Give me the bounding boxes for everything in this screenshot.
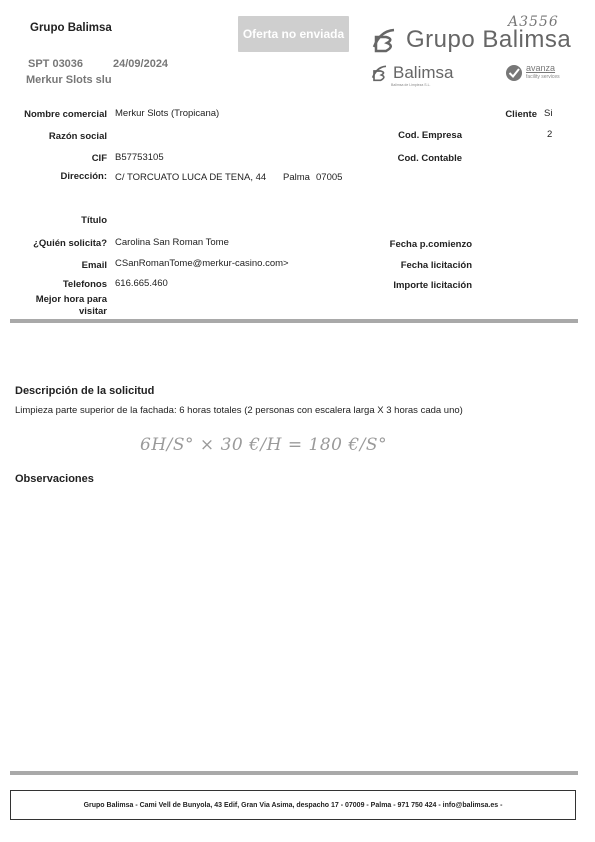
- label-cod-empresa: Cod. Empresa: [398, 130, 462, 141]
- label-cif: CIF: [91, 153, 107, 164]
- label-mejor-hora-line2: visitar: [79, 306, 107, 317]
- avanza-subtitle: facility services: [526, 74, 560, 80]
- status-badge: Oferta no enviada: [238, 16, 349, 52]
- request-ref: SPT 03036: [28, 58, 84, 70]
- balimsa-logo-icon: [370, 64, 390, 82]
- footer-box: [10, 790, 576, 820]
- avanza-logo: [505, 64, 560, 82]
- label-fecha-comienzo: Fecha p.comienzo: [389, 239, 472, 250]
- label-telefonos: Telefonos: [62, 279, 107, 290]
- value-cif: B57753105: [115, 152, 164, 163]
- value-telefonos: 616.665.460: [115, 278, 168, 289]
- value-direccion-postal: 07005: [316, 172, 343, 183]
- label-nombre-comercial: Nombre comercial: [24, 109, 107, 120]
- footer-text: Grupo Balimsa - Cami Vell de Bunyola, 43 Edif, Gran Via Asima, despacho 17 - 07009 - Palma - 971 750 424 - info@balimsa.es -: [83, 801, 503, 809]
- handwritten-ref: A3556: [508, 14, 559, 30]
- descripcion-title: Descripción de la solicitud: [15, 385, 155, 397]
- value-email: CSanRomanTome@merkur-casino.com>: [115, 258, 289, 269]
- label-importe-licitacion: Importe licitación: [393, 280, 472, 291]
- handwritten-calculation: 6H/S° × 30 €/H = 180 €/S°: [140, 435, 388, 455]
- logo-sub-tagline: Balimsa de Limpieza S.L.: [391, 83, 431, 87]
- client-name: Merkur Slots slu: [26, 74, 112, 86]
- request-date: 24/09/2024: [113, 58, 169, 70]
- label-razon-social: Razón social: [48, 131, 107, 142]
- label-fecha-licitacion: Fecha licitación: [400, 260, 472, 271]
- logo-sub-text: Balimsa: [393, 63, 454, 82]
- value-cod-empresa: 2: [547, 129, 553, 140]
- value-direccion: C/ TORCUATO LUCA DE TENA, 44: [115, 172, 267, 183]
- grupo-balimsa-logo: [370, 26, 571, 54]
- divider-top: [10, 319, 578, 323]
- label-mejor-hora: [10, 294, 107, 318]
- label-email: Email: [81, 260, 107, 271]
- label-mejor-hora-line1: Mejor hora para: [35, 294, 107, 305]
- value-quien-solicita: Carolina San Roman Tome: [115, 237, 229, 248]
- balimsa-logo-icon: [370, 27, 400, 53]
- value-cliente: Si: [544, 108, 553, 119]
- label-cod-contable: Cod. Contable: [397, 153, 462, 164]
- label-titulo: Título: [81, 215, 107, 226]
- value-nombre-comercial: Merkur Slots (Tropicana): [115, 108, 220, 119]
- logo-main-text: Grupo Balimsa: [406, 26, 572, 53]
- label-direccion: Dirección:: [60, 171, 107, 182]
- company-name: Grupo Balimsa: [30, 22, 112, 34]
- descripcion-text: Limpieza parte superior de la fachada: 6 horas totales (2 personas con escalera larga X 3 horas cada uno): [15, 405, 463, 416]
- label-cliente: Cliente: [505, 109, 537, 120]
- balimsa-logo: [370, 64, 453, 82]
- observaciones-title: Observaciones: [15, 473, 94, 485]
- value-direccion-city: Palma: [283, 172, 310, 183]
- avanza-title: avanza: [526, 63, 556, 73]
- avanza-check-icon: [505, 64, 523, 82]
- label-quien-solicita: ¿Quién solicita?: [33, 238, 107, 249]
- divider-bottom: [10, 771, 578, 775]
